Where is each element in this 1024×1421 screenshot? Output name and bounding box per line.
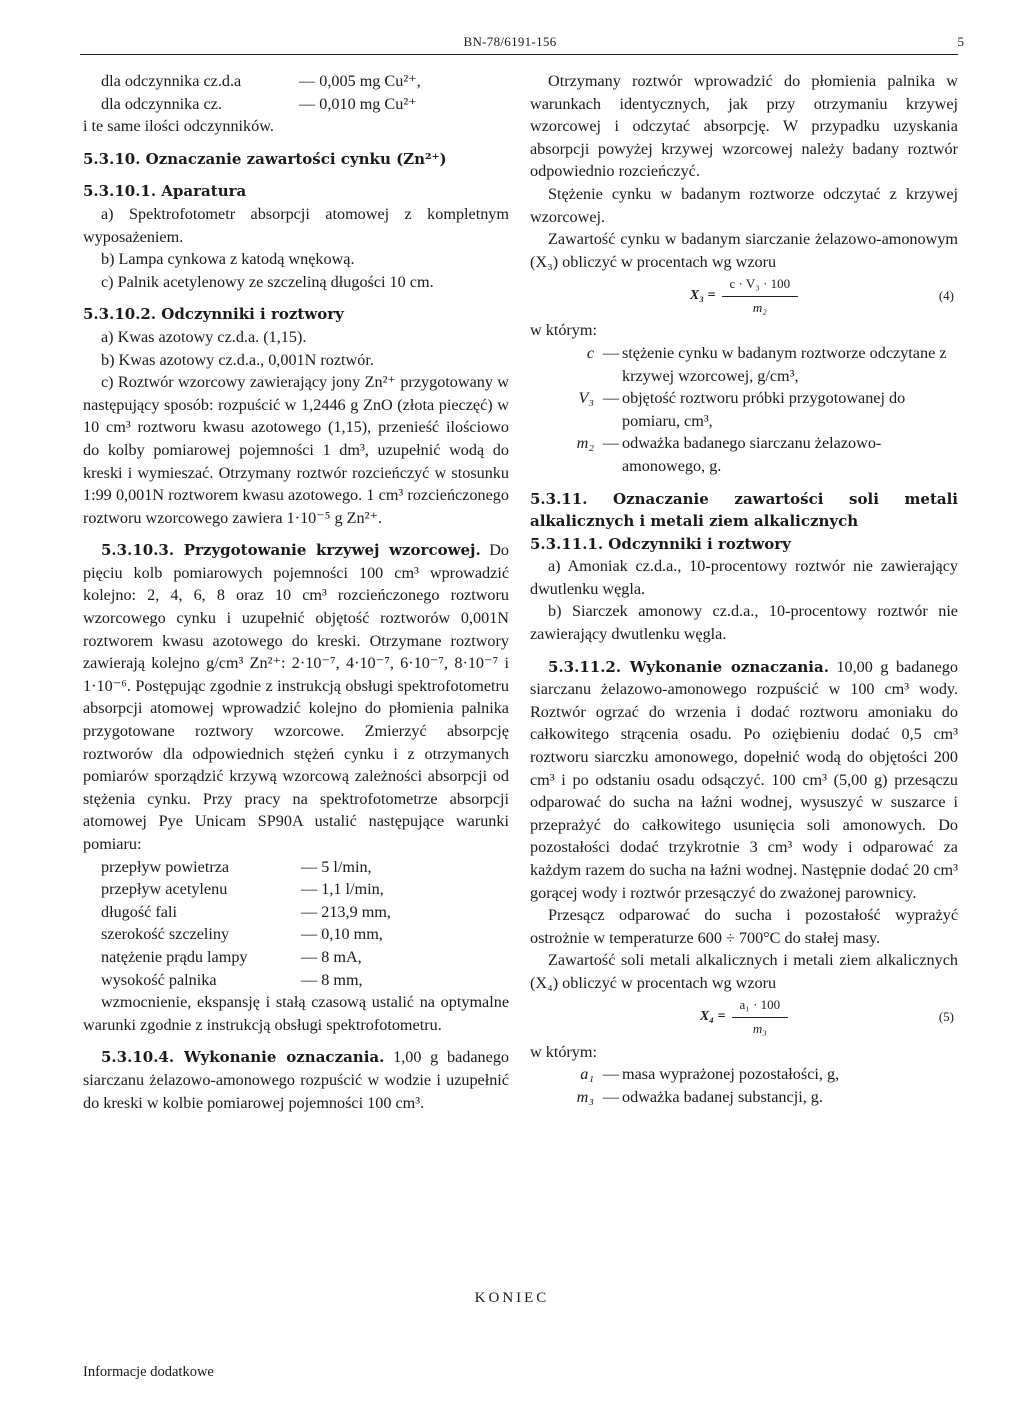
formula-lhs: X₄ = <box>699 1009 726 1025</box>
footer-note: Informacje dodatkowe <box>83 1364 214 1380</box>
paragraph: wzmocnienie, ekspansję i stałą czasową ustalić na optymalne warunki zgodnie z instrukcją obsługi spektrofotometru. <box>83 993 509 1034</box>
definition: objętość roztworu próbki przygotowanej do pomiaru, cm³, <box>622 389 906 430</box>
condition-value: — 5 l/min, <box>301 857 372 876</box>
definition: odważka badanego siarczanu żelazowo-amonowego, g. <box>622 434 882 475</box>
definition: stężenie cynku w badanym roztworze odczytane z krzywej wzorcowej, g/cm³, <box>622 343 947 385</box>
inline-heading: 5.3.10.4. Wykonanie oznaczania. <box>101 1048 385 1067</box>
list-item: a) Amoniak cz.d.a., 10-procentowy roztwór nie zawierający dwutlenku węgla. <box>530 557 958 598</box>
inline-heading: 5.3.10.3. Przygotowanie krzywej wzorcowej. <box>101 541 481 560</box>
paragraph: Otrzymany roztwór wprowadzić do płomienia palnika w warunkach identycznych, jak przy otrzymaniu krzywej wzorcowej i odczytać absorpcję. W przypadku uzyskania absorpcji powyżej krzywej wzorcowej należy badany roztwór odpowiednio rozcieńczyć. <box>530 72 958 181</box>
condition-label: natężenie prądu lampy <box>101 947 248 966</box>
paragraph <box>83 539 509 855</box>
section-heading: 5.3.11. Oznaczanie zawartości soli metali alkalicznych i metali ziem alkalicznych <box>530 489 958 531</box>
formula-denominator: m₂ <box>752 299 767 315</box>
list-item: a) Spektrofotometr absorpcji atomowej z kompletnym wyposażeniem. <box>83 204 509 246</box>
equation-number: (5) <box>938 1009 954 1025</box>
where-label: w którym: <box>530 321 597 340</box>
formula-5 <box>530 995 958 1041</box>
paragraph <box>83 1046 509 1114</box>
formula-fraction <box>722 273 799 319</box>
list-item: b) Kwas azotowy cz.d.a., 0,001N roztwór. <box>101 350 374 369</box>
paragraph-text: 10,00 g badanego siarczanu żelazowo-amonowego rozpuścić w 100 cm³ wody. Roztwór ogrzać do wrzenia i dodać roztworu amoniaku do całkowitego strącenia osadu. Po oziębieniu dodać 0,5 cm³ roztworu siarczku amonowego, dopełnić wodą do objętości 200 cm³ i po odstaniu osadu odsączyć. 100 cm³ (5,00 g) przesączu odparować do sucha na łaźni wodnej, wysuszyć w suszarce i przeprażyć do całkowitego usunięcia soli amonowych. Do pozostałości dodać trzykrotnie 3 cm³ wody i odparować za każdym razem do sucha na łaźni wodnej. Następnie dodać 20 cm³ gorącej wody i roztwór przesączyć do zważonej parownicy. <box>530 657 959 902</box>
cu-limit-value: — 0,005 mg Cu²⁺, <box>299 72 421 90</box>
cu-limit-row <box>83 70 509 93</box>
condition-row <box>101 946 509 969</box>
paragraph: Zawartość soli metali alkalicznych i metali ziem alkalicznych (X₄) obliczyć w procentach wg wzoru <box>530 951 958 992</box>
condition-value: — 1,1 l/min, <box>301 880 384 899</box>
condition-row <box>101 923 509 946</box>
symbol: m₃ <box>576 1087 594 1106</box>
cu-limit-tail: i te same ilości odczynników. <box>83 117 274 136</box>
condition-value: — 8 mA, <box>301 947 362 966</box>
symbol: a₁ <box>580 1065 594 1084</box>
condition-row <box>101 856 509 879</box>
right-column <box>530 70 958 1108</box>
paragraph-text: 1,00 g badanego siarczanu żelazowo-amonowego rozpuścić w wodzie i uzupełnić do kreski w kolbie pomiarowej pojemności 100 cm³. <box>83 1048 510 1112</box>
left-column <box>83 70 509 1114</box>
subsection-heading: 5.3.10.1. Aparatura <box>83 182 247 201</box>
page-number: 5 <box>957 34 964 49</box>
formula-fraction <box>732 994 789 1040</box>
list-item: b) Lampa cynkowa z katodą wnękową. <box>101 250 355 269</box>
list-item: b) Siarczek amonowy cz.d.a., 10-procentowy roztwór nie zawierający dwutlenku węgla. <box>530 602 958 644</box>
symbol-definition: m₃ — odważka badanej substancji, g. <box>530 1086 958 1109</box>
condition-label: szerokość szczeliny <box>101 925 230 944</box>
equation-number: (4) <box>938 288 954 304</box>
cu-limit-label: dla odczynnika cz.d.a <box>101 72 242 90</box>
subsection-heading: 5.3.10.2. Odczynniki i roztwory <box>83 305 344 324</box>
paragraph: Przesącz odparować do sucha i pozostałość wyprażyć ostrożnie w temperaturze 600 ÷ 700°C do stałej masy. <box>530 906 958 947</box>
cu-limit-value: — 0,010 mg Cu²⁺ <box>299 94 417 113</box>
list-item: c) Palnik acetylenowy ze szczeliną długości 10 cm. <box>101 272 434 291</box>
list-item: a) Kwas azotowy cz.d.a. (1,15). <box>101 327 307 346</box>
symbol-definition: c — stężenie cynku w badanym roztworze odczytane z krzywej wzorcowej, g/cm³, <box>530 342 958 387</box>
end-mark: KONIEC <box>474 1290 550 1306</box>
section-heading: 5.3.10. Oznaczanie zawartości cynku (Zn²⁺) <box>83 149 447 168</box>
cu-limit-row <box>83 93 509 116</box>
symbol-definition: V₃ — objętość roztworu próbki przygotowanej do pomiaru, cm³, <box>530 387 958 432</box>
where-label: w którym: <box>530 1042 597 1061</box>
condition-label: wysokość palnika <box>101 970 217 989</box>
condition-value: — 8 mm, <box>301 970 363 989</box>
cu-limit-label: dla odczynnika cz. <box>101 94 222 113</box>
condition-label: przepływ acetylenu <box>101 880 228 899</box>
symbol-definition: a₁ — masa wyprażonej pozostałości, g, <box>530 1063 958 1086</box>
paragraph: Zawartość cynku w badanym siarczanie żelazowo-amonowym (X₃) obliczyć w procentach wg wzoru <box>530 230 958 271</box>
list-item: c) Roztwór wzorcowy zawierający jony Zn²⁺ przygotowany w następujący sposób: rozpuścić w 1,2446 g ZnO (złota pieczęć) w 10 cm³ roztworu kwasu azotowego (1,15), przenieść ilościowo do kolby pomiarowej pojemności 1 dm³, uzupełnić wodą do kreski i wymieszać. Otrzymany roztwór rozcieńczyć w stosunku 1:99 0,001N roztworem kwasu azotowego. 1 cm³ rozcieńczonego roztworu wzorcowego zawiera 1·10⁻⁵ g Zn²⁺. <box>83 373 509 527</box>
inline-heading: 5.3.11.2. Wykonanie oznaczania. <box>548 657 829 676</box>
standard-code: BN-78/6191-156 <box>463 34 557 49</box>
conditions-list <box>83 856 509 992</box>
symbol: c <box>586 343 594 362</box>
condition-row <box>101 901 509 924</box>
subsection-heading: 5.3.11.1. Odczynniki i roztwory <box>530 534 791 553</box>
formula-4 <box>530 273 958 319</box>
formula-numerator: a₁ · 100 <box>732 994 789 1018</box>
symbol: m₂ <box>576 434 594 453</box>
definition: masa wyprażonej pozostałości, g, <box>622 1065 840 1084</box>
condition-row <box>101 878 509 901</box>
paragraph-text: Do pięciu kolb pomiarowych pojemności 100 cm³ wprowadzić kolejno: 2, 4, 6, 8 oraz 10 cm³ rozcieńczonego roztworu wzorcowego cynku i uzupełnić objętość roztworów 0,001N roztworem kwasu azotowego do kreski. Otrzymane roztwory zawierają kolejno g/cm³ Zn²⁺: 2·10⁻⁷, 4·10⁻⁷, 6·10⁻⁷, 8·10⁻⁷ i 1·10⁻⁶. Postępując zgodnie z instrukcją obsługi spektrofotometru absorpcji atomowej wprowadzić kolejno do płomienia palnika przygotowane roztwory wzorcowe. Zmierzyć absorpcję roztworów dla odpowiednich stężeń cynku i z otrzymanych pomiarów sporządzić krzywą wzorcową zależności absorpcji od stężenia cynku. Przy pracy na spektrofotometrze absorpcji atomowej Pye Unicam SP90A ustalić następujące warunki pomiaru: <box>83 541 510 853</box>
symbol-definition: m₂ — odważka badanego siarczanu żelazowo-amonowego, g. <box>530 432 958 477</box>
condition-label: przepływ powietrza <box>101 857 230 876</box>
paragraph <box>530 656 958 905</box>
symbol: V₃ <box>578 389 594 408</box>
condition-value: — 0,10 mm, <box>301 925 383 944</box>
condition-value: — 213,9 mm, <box>301 902 391 921</box>
definition: odważka badanej substancji, g. <box>622 1087 823 1106</box>
formula-lhs: X₃ = <box>689 288 716 304</box>
header-rule <box>80 54 958 55</box>
formula-numerator: c · V₃ · 100 <box>722 273 799 297</box>
condition-label: długość fali <box>101 902 177 921</box>
formula-denominator: m₃ <box>752 1021 767 1037</box>
paragraph: Stężenie cynku w badanym roztworze odczytać z krzywej wzorcowej. <box>530 184 958 226</box>
condition-row <box>101 969 509 992</box>
